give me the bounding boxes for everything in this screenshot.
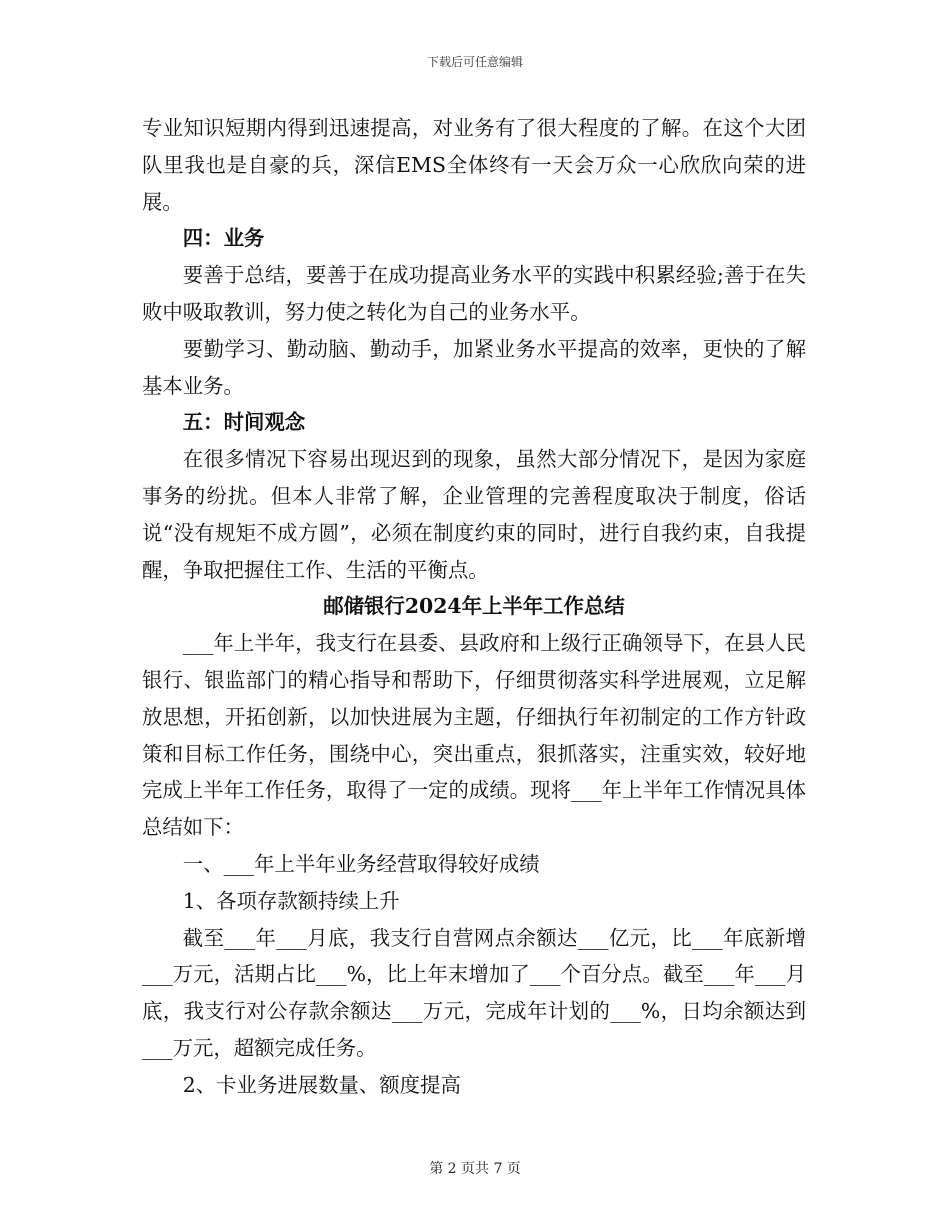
section-heading-business: 四：业务 <box>182 226 265 251</box>
section-heading-time: 五：时间观念 <box>182 410 306 435</box>
body-paragraph: 截至___年___月底，我支行自营网点余额达___亿元，比___年底新增___万元，活期占比___%，比上年末增加了___个百分点。截至___年___月底，我支行对公存款余额达___万元，完成年计划的___%，日均余额达到___万元，超额完成任务。 <box>142 925 806 1060</box>
body-paragraph: ___年上半年，我支行在县委、县政府和上级行正确领导下，在县人民银行、银监部门的精心指导和帮助下，仔细贯彻落实科学进展观，立足解放思想，开拓创新，以加快进展为主题，仔细执行年初制定的工作方针政策和目标工作任务，围绕中心，突出重点，狠抓落实，注重实效，较好地完成上半年工作任务，取得了一定的成绩。现将___年上半年工作情况具体总结如下： <box>142 631 806 840</box>
document-title: 邮储银行2024年上半年工作总结 <box>323 594 625 619</box>
body-paragraph: 专业知识短期内得到迅速提高，对业务有了很大程度的了解。在这个大团队里我也是自豪的兵，深信EMS全体终有一天会万众一心欣欣向荣的进展。 <box>142 116 806 214</box>
list-subheading: 1、各项存款额持续上升 <box>182 888 400 913</box>
body-paragraph: 要善于总结，要善于在成功提高业务水平的实践中积累经验;善于在失败中吸取教训，努力使之转化为自己的业务水平。 <box>142 263 806 324</box>
page-footer: 第 2 页共 7 页 <box>429 1161 521 1177</box>
list-subheading: 2、卡业务进展数量、额度提高 <box>182 1072 461 1097</box>
body-paragraph: 要勤学习、勤动脑、勤动手，加紧业务水平提高的效率，更快的了解基本业务。 <box>142 336 806 398</box>
body-paragraph: 在很多情况下容易出现迟到的现象，虽然大部分情况下，是因为家庭事务的纷扰。但本人非常了解，企业管理的完善程度取决于制度，俗话说“没有规矩不成方圆”，必须在制度约束的同时，进行自我约束，自我提醒，争取把握住工作、生活的平衡点。 <box>142 447 806 582</box>
list-heading: 一、___年上半年业务经营取得较好成绩 <box>182 851 540 876</box>
page-header: 下载后可任意编辑 <box>426 55 523 69</box>
document-body <box>142 110 806 1104</box>
